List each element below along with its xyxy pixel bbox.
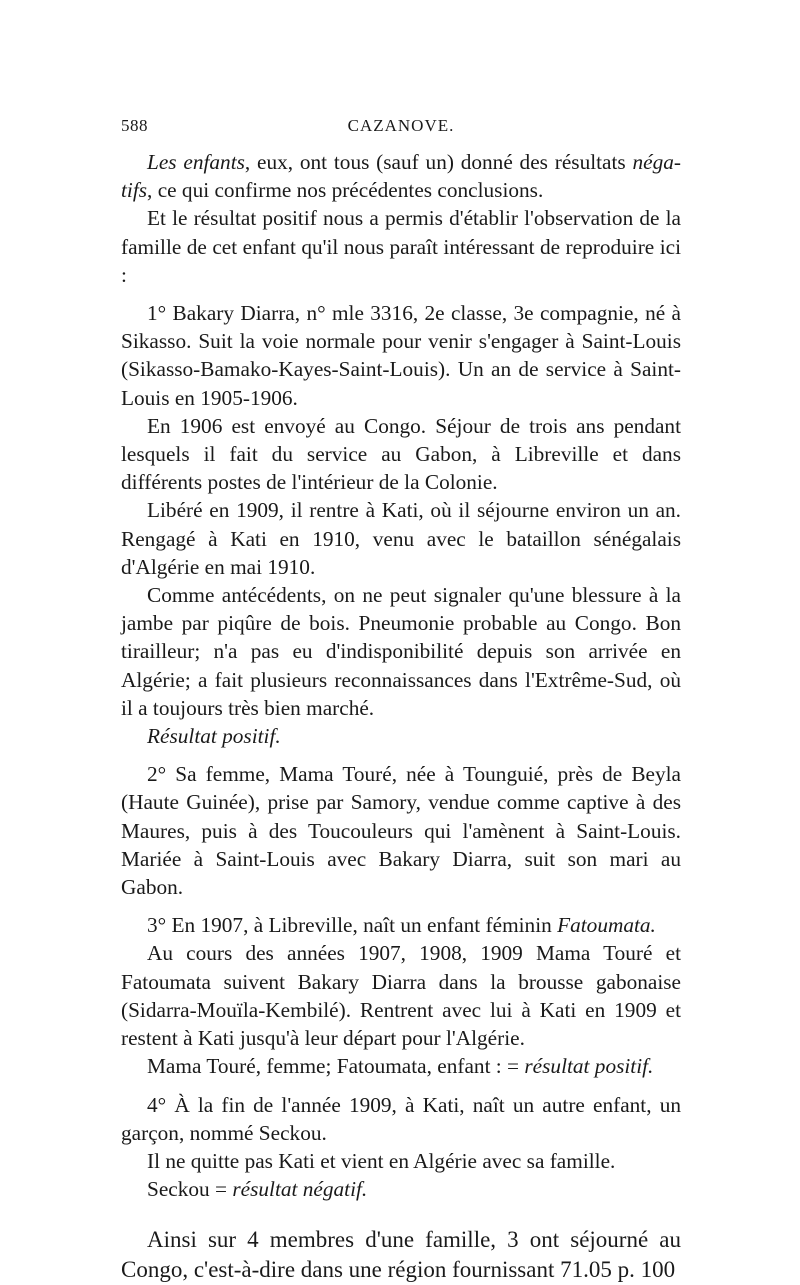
- paragraph: [121, 1147, 681, 1175]
- text-run: 3° En 1907, à Libreville, naît un enfant féminin: [147, 913, 558, 938]
- italic-text: tifs: [121, 178, 148, 203]
- paragraph: [121, 496, 681, 581]
- italic-text: résultat positif.: [524, 1054, 654, 1079]
- paragraph: [121, 148, 681, 204]
- text-run: 4° À la fin de l'année 1909, à Kati, naît un autre enfant, un garçon, nommé Seckou.: [121, 1092, 681, 1145]
- result-line: [121, 1175, 681, 1203]
- italic-text: Fatoumata.: [557, 913, 656, 938]
- paragraph: [121, 939, 681, 1052]
- text-run: Libéré en 1909, il rentre à Kati, où il séjourne environ un an. Rengagé à Kati en 1910, venu avec le bataillon sénégalais d'Algérie en mai 1910.: [121, 498, 681, 579]
- text-run: En 1906 est envoyé au Congo. Séjour de trois ans pendant lesquels il fait du service au Gabon, à Libreville et dans différents postes de l'intérieur de la Colonie.: [121, 413, 681, 495]
- text-run: , ce qui confirme nos précédentes conclusions.: [147, 178, 544, 203]
- italic-text: néga-: [632, 150, 681, 174]
- text-run: Il ne quitte pas Kati et vient en Algérie avec sa famille.: [147, 1148, 616, 1173]
- italic-text: résultat négatif.: [232, 1177, 368, 1202]
- paragraph: [121, 412, 681, 497]
- paragraph: [121, 299, 681, 412]
- paragraph: [121, 1225, 681, 1285]
- text-run: Comme antécédents, on ne peut signaler qu'une blessure à la jambe par piqûre de bois. Pneumonie probable au Congo. Bon tirailleur; n'a pas eu d'indisponibilité depuis son arrivée en Algérie; a fait plusieurs reconnaissances dans l'Extrême-Sud, où il a toujours très bien marché.: [121, 583, 681, 720]
- page-body: [121, 148, 681, 1285]
- italic-text: Résultat positif.: [147, 724, 281, 749]
- paragraph: [121, 581, 681, 722]
- text-run: Mama Touré, femme; Fatoumata, enfant : =: [147, 1054, 525, 1079]
- result-line: [121, 1052, 681, 1080]
- text-run: Seckou =: [147, 1177, 233, 1202]
- text-run: Ainsi sur 4 membres d'une famille, 3 ont séjourné au Congo, c'est-à-dire dans une région fournissant 71.05 p. 100: [121, 1227, 681, 1283]
- paragraph: [121, 1091, 681, 1147]
- running-header: [121, 116, 681, 136]
- paragraph: [121, 760, 681, 901]
- page-number: 588: [121, 116, 148, 135]
- running-title: CAZANOVE.: [347, 116, 455, 135]
- paragraph: [121, 204, 681, 289]
- text-run: 1° Bakary Diarra, n° mle 3316, 2e classe, 3e compagnie, né à Sikasso. Suit la voie normale pour venir s'engager à Saint-Louis (Sikasso-Bamako-Kayes-Saint-Louis). Un an de service à Saint-Louis en 1905-1906.: [121, 301, 681, 410]
- text-run: Et le résultat positif nous a permis d'établir l'observation de la famille de cet enfant qu'il nous paraît intéressant de reproduire ici :: [121, 206, 681, 287]
- text-run: 2° Sa femme, Mama Touré, née à Tounguié, près de Beyla (Haute Guinée), prise par Samory, vendue comme captive à des Maures, puis à des Toucouleurs qui l'amènent à Saint-Louis. Mariée à Saint-Louis avec Bakary Diarra, suit son mari au Gabon.: [121, 762, 681, 900]
- closing-paragraph-block: [121, 1225, 681, 1285]
- paragraph: [121, 911, 681, 939]
- text-run: Au cours des années 1907, 1908, 1909 Mama Touré et Fatoumata suivent Bakary Diarra dans la brousse gabonaise (Sidarra-Mouïla-Kembilé). Rentrent avec lui à Kati en 1909 et restent à Kati jusqu'à leur départ pour l'Algérie.: [121, 941, 681, 1051]
- text-run: , eux, ont tous (sauf un) donné des résultats: [244, 150, 633, 174]
- italic-text: Les enfants: [147, 150, 245, 174]
- result-line: [121, 722, 681, 750]
